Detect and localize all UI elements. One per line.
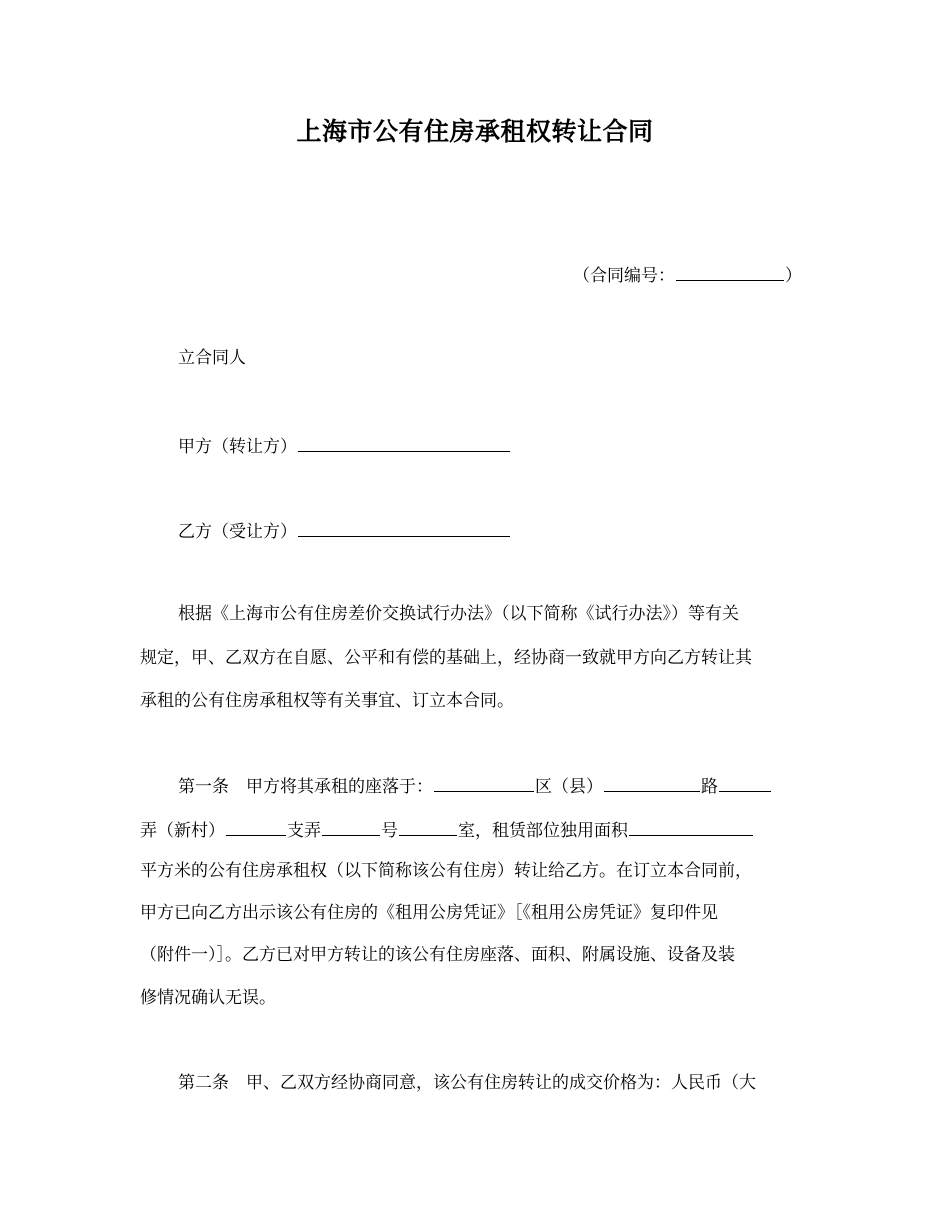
party-a-line (178, 433, 511, 458)
branch-lane-blank[interactable] (226, 817, 286, 836)
article-1-line-3: 平方米的公有住房承租权（以下简称该公有住房）转让给乙方。在订立本合同前， (140, 861, 752, 881)
party-a-blank[interactable] (298, 433, 510, 452)
contract-number-close: ） (785, 266, 802, 286)
contract-number (573, 262, 802, 287)
article-1-line-2 (140, 817, 754, 842)
parties-heading: 立合同人 (178, 348, 246, 368)
party-b-line (178, 518, 511, 543)
number-blank[interactable] (322, 817, 380, 836)
contract-number-blank[interactable] (676, 262, 784, 281)
road-label: 路 (701, 777, 718, 797)
lane-blank[interactable] (719, 773, 771, 792)
contract-number-label: （合同编号： (573, 266, 675, 286)
article-1-heading: 第一条 甲方将其承租的座落于： (178, 777, 433, 797)
article-1-line-1 (178, 773, 772, 798)
number-label: 号 (381, 821, 398, 841)
article-1-line-6: 修情况确认无误。 (140, 988, 276, 1008)
district-label: 区（县） (535, 777, 603, 797)
document-title: 上海市公有住房承租权转让合同 (296, 117, 654, 146)
party-b-blank[interactable] (298, 518, 510, 537)
article-1-line-4: 甲方已向乙方出示该公有住房的《租用公房凭证》［《租用公房凭证》复印件见 (140, 903, 718, 923)
room-area-label: 室，租赁部位独用面积 (458, 821, 628, 841)
party-a-label: 甲方（转让方） (178, 437, 297, 457)
lane-label: 弄（新村） (140, 821, 225, 841)
preamble-line-2: 规定，甲、乙双方在自愿、公平和有偿的基础上，经协商一致就甲方向乙方转让其 (140, 648, 752, 668)
branch-lane-label: 支弄 (287, 821, 321, 841)
party-b-label: 乙方（受让方） (178, 522, 297, 542)
district-blank[interactable] (434, 773, 534, 792)
preamble-line-1: 根据《上海市公有住房差价交换试行办法》（以下简称《试行办法》）等有关 (178, 604, 739, 624)
article-1-line-5: （附件一）］。乙方已对甲方转让的该公有住房座落、面积、附属设施、设备及装 (140, 945, 735, 965)
road-blank[interactable] (604, 773, 700, 792)
preamble-line-3: 承租的公有住房承租权等有关事宜、订立本合同。 (140, 691, 514, 711)
room-blank[interactable] (399, 817, 457, 836)
area-blank[interactable] (629, 817, 753, 836)
article-2-line-1: 第二条 甲、乙双方经协商同意，该公有住房转让的成交价格为：人民币（大 (178, 1073, 756, 1093)
